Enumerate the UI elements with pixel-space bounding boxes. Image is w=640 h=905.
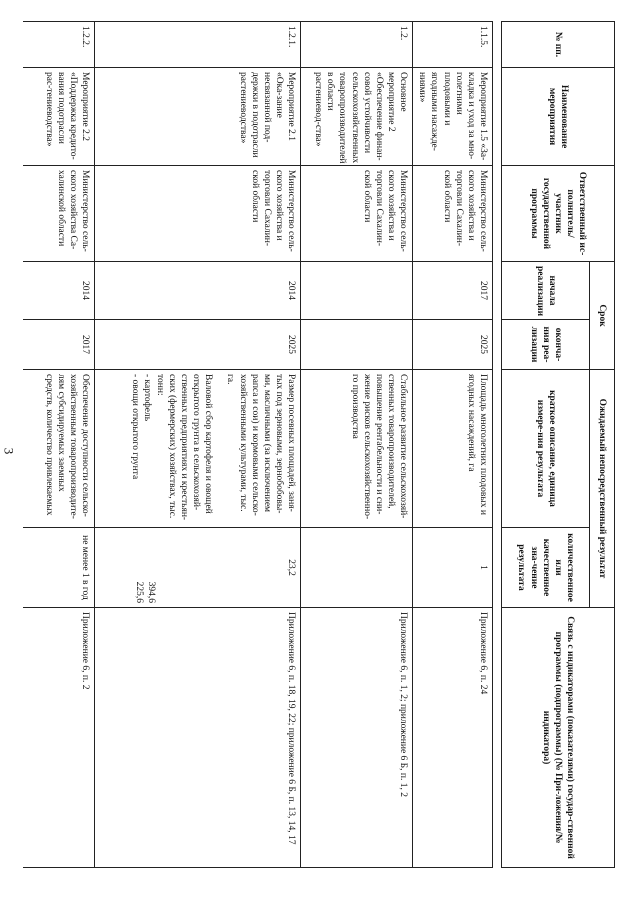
row-num: 1.2.2. <box>23 22 95 68</box>
qty-potato: 394,6 <box>145 581 156 603</box>
row-responsible: Министерство сель-ского хозяйства и торговли Сахалин-ской области <box>301 166 413 262</box>
row-end: 2025 <box>95 320 301 370</box>
header-name: Наименование мероприятия <box>502 68 615 166</box>
qty-vegetables: 225,6 <box>133 581 144 603</box>
row-name: Мероприятие 2.2 «Поддержка кредито-вания подотрасли рас-тениеводства» <box>23 68 95 166</box>
header-responsible: Ответственный ис-полнитель/участник государственной программы <box>502 166 615 262</box>
header-desc: краткое описание, единица измере-ния результата <box>502 370 590 528</box>
row-start: 2014 <box>23 262 95 320</box>
row-end: 2025 <box>413 320 493 370</box>
row-desc: Стабильное развитие сельскохозяй-ственных товаропроизводителей, повышение рентабельности и сни-жение рисков сельскохозяйственно-го производства <box>301 370 413 528</box>
row-desc: Обеспечение доступности сельско-хозяйственным товаропроизводите-лям субсидируемых заемных средств, количество привлекаемых <box>23 370 95 528</box>
table-row <box>413 22 493 868</box>
measures-table <box>23 21 615 868</box>
row-link: Приложение 6, п. 24 <box>413 608 493 868</box>
row-name: Мероприятие 1.5 «За-кладка и уход за мно-голетними плодовыми и ягодными насажде-ниями» <box>413 68 493 166</box>
header-qty: количественное или качественное зна-чение результата <box>502 528 590 608</box>
row-qty <box>95 528 301 608</box>
row-qty <box>301 528 413 608</box>
table-row <box>301 22 413 868</box>
row-link: Приложение 6, п. 2 <box>23 608 95 868</box>
row-end <box>301 320 413 370</box>
row-name: Мероприятие 2.1 «Ока-зание несвязанной под-держки в подотрасли растениеводства» <box>95 68 301 166</box>
header-term-end: оконча-ния реа-лизации <box>502 320 590 370</box>
row-end: 2017 <box>23 320 95 370</box>
row-responsible: Министерство сель-ского хозяйства и торговли Сахалин-ской области <box>95 166 301 262</box>
rotated-page <box>23 21 615 867</box>
header-num: № пп. <box>502 22 615 68</box>
row-start: 2014 <box>95 262 301 320</box>
header-expected: Ожидаемый непосредственный результат <box>590 370 615 608</box>
row-link: Приложение 6, п. 18, 19, 22; приложение 6 Б, п. 13, 14, 17 <box>95 608 301 868</box>
row-start <box>301 262 413 320</box>
desc-harvest: Валовой сбор картофеля и овощей открытого грунта в сельскохозяй-ственных предприятиях и крестьян-ских (фермерских) хозяйствах, тыс. тонн: <box>154 374 214 521</box>
row-desc <box>95 370 301 528</box>
header-link: Связь с индикаторами (показателями) государ-ственной программы (подпрограммы) (№ При-ложения/№ индикатора) <box>502 608 615 868</box>
table-row <box>23 22 95 868</box>
header-term-start: начала реализации <box>502 262 590 320</box>
row-desc: Площадь многолетних плодовых и ягодных насаждений, га <box>413 370 493 528</box>
table-row <box>95 22 301 868</box>
desc-vegetables: - овощи открытого грунта <box>130 374 141 480</box>
row-name: Основное мероприятие 2 «Обеспечение финан-совой устойчивости сельскохозяйственных товаропроизводителей в области растениевод-ства» <box>301 68 413 166</box>
desc-potato: - картофель <box>142 374 153 422</box>
header-term: Срок <box>590 262 615 370</box>
row-qty: 1 <box>413 528 493 608</box>
desc-area: Размер посевных площадей, заня-тых под зерновыми, зернобобовы-ми, масличными (за исключением рапса и сои) и кормовыми сельско-хозяйственными культурами, тыс. га. <box>225 374 297 516</box>
row-link: Приложение 6, п. 1, 2; приложение 6 Б, п. 1, 2 <box>301 608 413 868</box>
gap-row <box>493 22 502 868</box>
row-num: 1.2.1. <box>95 22 301 68</box>
row-num: 1.2. <box>301 22 413 68</box>
header-row-1 <box>590 22 615 868</box>
row-responsible: Министерство сель-ского хозяйства Са-халинской области <box>23 166 95 262</box>
page-number: 3 <box>1 447 17 455</box>
row-start: 2017 <box>413 262 493 320</box>
row-qty: не менее 1 в год <box>23 528 95 608</box>
qty-area: 23,2 <box>286 559 297 576</box>
row-responsible: Министерство сель-ского хозяйства и торговли Сахалин-ской области <box>413 166 493 262</box>
row-num: 1.1.5. <box>413 22 493 68</box>
